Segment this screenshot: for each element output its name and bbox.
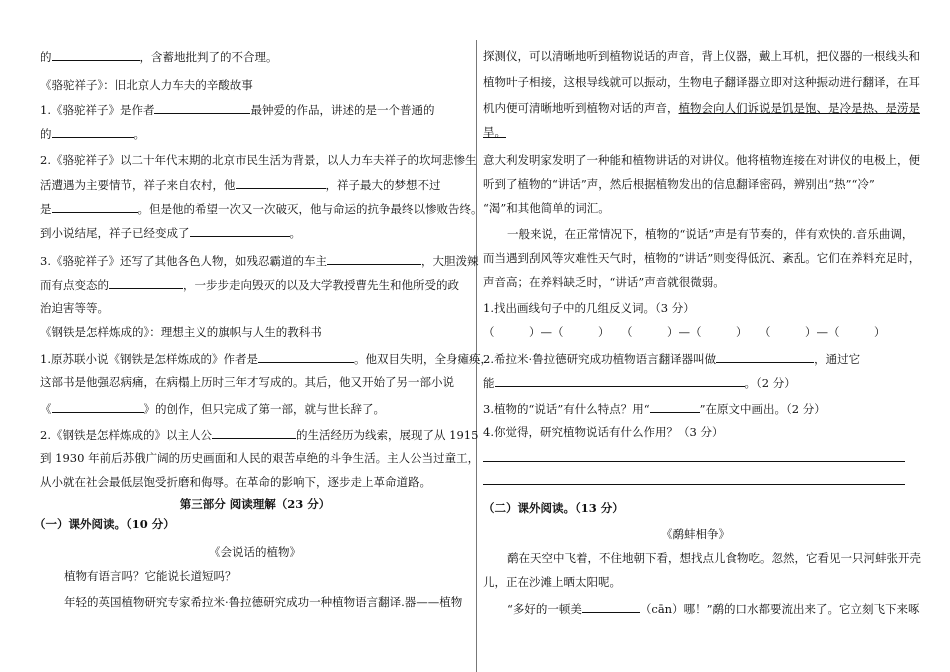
text-line: 探测仪，可以清晰地听到植物说话的声音，背上仪器，戴上耳机，把仪器的一根线头和 (483, 49, 920, 63)
text: 2.希拉米·鲁拉德研究成功植物语言翻译器叫做 (483, 352, 717, 366)
blank (190, 224, 290, 237)
text: ，大胆泼辣 (420, 254, 479, 268)
text: 》的创作，但只完成了第一部，就与世长辞了。 (143, 402, 385, 416)
blank (52, 200, 138, 213)
left-column (34, 0, 492, 672)
text: 的 (40, 50, 52, 64)
text-line: 而当遇到刮风等灾难性天气时，植物的“讲话”则变得低沉、紊乱。它们在养料充足时， (483, 251, 921, 265)
text-line: 植物有语言吗？它能说长道短吗？ (64, 569, 237, 583)
text-line: 2.《骆驼祥子》以二十年代末期的北京市民生活为背景，以人力车夫祥子的坎坷悲惨生 (40, 153, 477, 167)
text: ，含蓄地批判了的不合理。 (139, 50, 278, 64)
blank (236, 176, 326, 189)
text: 机内便可清晰地听到植物对话的声音， (483, 101, 679, 115)
blank (327, 252, 421, 265)
question-1-answers: （ ）—（ ） （ ）—（ ） （ ）—（ ） (483, 325, 886, 339)
question-2 (483, 350, 860, 367)
text: 最钟爱的作品，讲述的是一个普通的 (250, 103, 435, 117)
text-line (40, 276, 459, 293)
text: （cān）哪！”鹬的口水都要流出来了。它立刻飞下来啄 (639, 602, 920, 616)
text-line (483, 124, 506, 140)
blank (212, 426, 296, 439)
passage-title: 《鹬蚌相争》 (661, 527, 730, 541)
text-line: 意大利发明家发明了一种能和植物讲话的对讲仪。他将植物连接在对讲仪的电极上，便 (483, 153, 920, 167)
text-line (40, 125, 145, 142)
text: 。他双目失明，全身瘫痪， (353, 352, 492, 366)
text: 3.《骆驼祥子》还写了其他各色人物，如残忍霸道的车主 (40, 254, 327, 268)
text: 《 (40, 402, 52, 416)
text: “多好的一顿美 (507, 602, 582, 616)
text-line (40, 350, 492, 367)
text: ，通过它 (814, 352, 861, 366)
section-title: 第三部分 阅读理解（23 分） (179, 497, 331, 511)
text-line: 到 1930 年前后苏俄广阔的历史画面和人民的艰苦卓绝的斗争生活。主人公当过童工， (40, 451, 480, 465)
text: 能 (483, 376, 495, 390)
text: 是 (40, 202, 52, 216)
text: 1.原苏联小说《钢铁是怎样炼成的》作者是 (40, 352, 258, 366)
blank (52, 400, 144, 413)
text-line: 治迫害等等。 (40, 301, 109, 315)
text-line: 儿，正在沙滩上晒太阳呢。 (483, 575, 621, 589)
passage-title: 《会说话的植物》 (209, 545, 301, 559)
text: 的 (40, 127, 52, 141)
text-line (40, 426, 478, 443)
subsection-title: （二）课外阅读。（13 分） (483, 501, 624, 515)
text: 。 (289, 226, 301, 240)
text-line (40, 48, 278, 65)
text: 而有点变态的 (40, 278, 109, 292)
text-line: 这部书是他强忍病痛，在病榻上历时三年才写成的。其后，他又开始了另一部小说 (40, 375, 454, 389)
blank (582, 600, 640, 613)
text-line (483, 100, 920, 116)
blank (495, 374, 745, 387)
text: 1.《骆驼祥子》是作者 (40, 103, 155, 117)
subsection-title: （一）课外阅读。（10 分） (34, 517, 175, 531)
text: 2.《钢铁是怎样炼成的》以主人公 (40, 428, 212, 442)
question-1: 1.找出画线句子中的几组反义词。（3 分） (483, 301, 695, 315)
text-line: 鹬在天空中飞着，不住地朝下看，想找点儿食物吃。忽然，它看见一只河蚌张开壳 (507, 551, 921, 565)
answer-line (483, 484, 905, 485)
text: ，一步步走向毁灭的以及大学教授曹先生和他所受的政 (183, 278, 459, 292)
text-line (40, 200, 483, 217)
underlined-text: 植物会向人们诉说是饥是饱、是冷是热、是涝是 (678, 101, 920, 115)
text-line (40, 252, 478, 269)
blank (716, 350, 814, 363)
text: 活遭遇为主要情节，祥子来自农村，他 (40, 178, 236, 192)
text-line (40, 101, 434, 118)
text: ，祥子最大的梦想不过 (325, 178, 441, 192)
right-column (483, 0, 921, 672)
question-2-cont (483, 374, 796, 391)
text-line (507, 600, 919, 617)
underlined-text: 旱。 (483, 125, 506, 139)
text: 到小说结尾，祥子已经变成了 (40, 226, 190, 240)
blank (650, 400, 700, 413)
text-line: “渴”和其他简单的词汇。 (483, 201, 610, 215)
question-3 (483, 400, 826, 417)
answer-line (483, 461, 905, 462)
text-line: 一般来说，在正常情况下，植物的“说话”声是有节奏的，伴有欢快的.音乐曲调， (507, 227, 914, 241)
text: 的生活经历为线索，展现了从 1915 (295, 428, 479, 442)
text: 3.植物的“说话”有什么特点？用“ (483, 402, 650, 416)
section-heading: 《骆驼祥子》：旧北京人力车夫的辛酸故事 (40, 78, 253, 92)
section-heading: 《钢铁是怎样炼成的》：理想主义的旗帜与人生的教科书 (40, 325, 322, 339)
blank (154, 101, 250, 114)
text-line: 年轻的英国植物研究专家希拉米·鲁拉德研究成功一种植物语言翻译.器——植物 (64, 595, 463, 609)
text-line: 从小就在社会最低层饱受折磨和侮辱。在革命的影响下，逐步走上革命道路。 (40, 475, 431, 489)
text: 。 (133, 127, 145, 141)
text-line: 听到了植物的“讲话”声，然后根据植物发出的信息翻译密码，辨别出“热”“冷” (483, 177, 875, 191)
text: 。（2 分） (744, 376, 796, 390)
text-line: 植物叶子相接，这根导线就可以振动，生物电子翻译器立即对这种振动进行翻译，在耳 (483, 75, 920, 89)
text-line (40, 224, 301, 241)
text-line: 声音高；在养料缺乏时，“讲话”声音就很微弱。 (483, 275, 725, 289)
text-line (40, 176, 441, 193)
text: 。但是他的希望一次又一次破灭，他与命运的抗争最终以惨败告终。 (137, 202, 483, 216)
question-4: 4.你觉得，研究植物说话有什么作用？（3 分） (483, 425, 724, 439)
text-line (40, 400, 385, 417)
blank (52, 125, 134, 138)
text: ”在原文中画出。（2 分） (699, 402, 826, 416)
blank (258, 350, 354, 363)
blank (52, 48, 140, 61)
blank (109, 276, 183, 289)
